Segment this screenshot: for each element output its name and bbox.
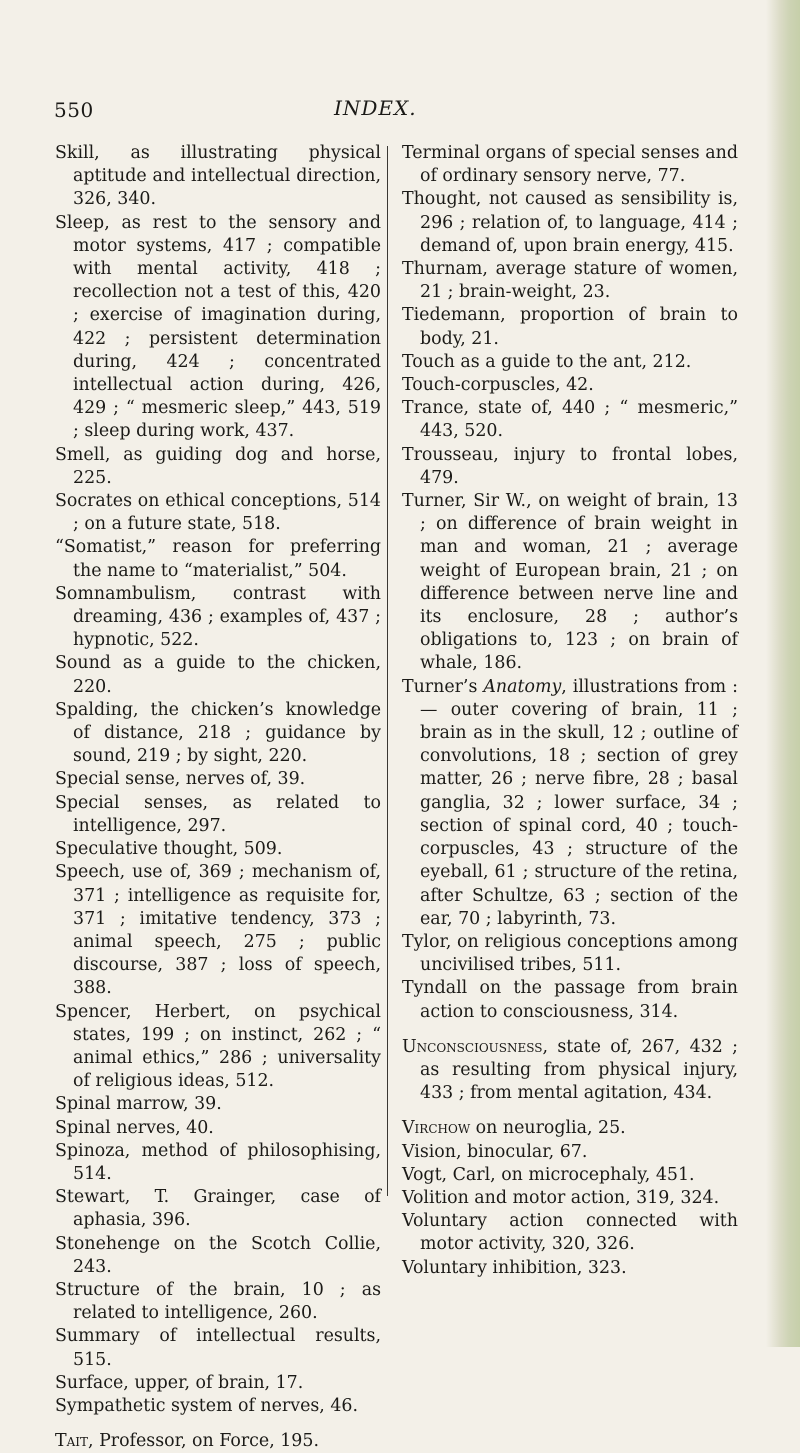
entry-rest: on neuroglia, 25. (470, 1118, 626, 1139)
index-entry: Volition and motor action, 319, 324. (402, 1187, 720, 1208)
index-entry: Spencer, Herbert, on psychical states, 199 ; on instinct, 262 ; “ animal ethics,” 286 ; universality of religious ideas, 512. (55, 1001, 381, 1092)
index-entry: Tylor, on religious conceptions among uncivilised tribes, 511. (402, 931, 738, 976)
entry-lead: Turner’s (402, 676, 484, 697)
index-entry: Terminal organs of special senses and of ordinary sensory nerve, 77. (402, 143, 738, 187)
index-entry: Sleep, as rest to the sensory and motor systems, 417 ; compatible with mental activity, 418 ; recollection not a test of this, 420 ; exercise of imagination during, 422 ; persistent determination during, 424 ; concentrated intellectual action during, 426, 429 ; “ mesmeric sleep,” 443, 519 ; sleep during work, 437. (55, 212, 381, 442)
index-entry: Thought, not caused as sensibility is, 296 ; relation of, to language, 414 ; demand of, upon brain energy, 415. (402, 189, 738, 256)
index-entry-tait (55, 1430, 381, 1453)
index-entry: Surface, upper, of brain, 17. (55, 1372, 304, 1393)
index-entry: Touch as a guide to the ant, 212. (402, 351, 692, 372)
entry-lead-smallcaps: Tait (55, 1431, 89, 1452)
index-entry: Touch-corpuscles, 42. (402, 375, 594, 396)
index-entry: Sound as a guide to the chicken, 220. (55, 653, 381, 697)
index-entry: Spinal marrow, 39. (55, 1094, 222, 1115)
index-entry: Special sense, nerves of, 39. (55, 769, 306, 790)
index-entry: Somnambulism, contrast with dreaming, 436 ; examples of, 437 ; hypnotic, 522. (55, 583, 381, 651)
index-entry: “Somatist,” reason for preferring the name to “materialist,” 504. (55, 537, 381, 581)
section-gap (402, 1024, 738, 1036)
index-entry: Thurnam, average stature of women, 21 ; brain-weight, 23. (402, 259, 738, 303)
index-entry-virchow (402, 1117, 738, 1140)
index-entry: Structure of the brain, 10 ; as related to intelligence, 260. (55, 1279, 381, 1324)
index-entry: Spinoza, method of philosophising, 514. (55, 1140, 381, 1184)
index-entry: Speculative thought, 509. (55, 839, 283, 860)
index-entry: Trance, state of, 440 ; “ mesmeric,” 443, 520. (402, 398, 738, 442)
index-entry: Spinal nerves, 40. (55, 1117, 214, 1138)
entry-rest: , Professor, on Force, 195. (88, 1431, 319, 1452)
section-gap (55, 1418, 381, 1430)
index-entry: Vision, binocular, 67. (402, 1141, 588, 1162)
index-entry: Sympathetic system of nerves, 46. (55, 1395, 358, 1416)
index-entry: Spalding, the chicken’s knowledge of distance, 218 ; guidance by sound, 219 ; by sight, 220. (55, 699, 381, 767)
index-entry: Turner, Sir W., on weight of brain, 13 ; on difference of brain weight in man and woman, 21 ; average weight of European brain, 21 ; on difference between nerve line and its enclosure, 28 ; author’s obligations to, 123 ; on brain of whale, 186. (402, 491, 738, 674)
index-entry: Tyndall on the passage from brain action to consciousness, 314. (402, 978, 738, 1022)
index-entry: Voluntary inhibition, 323. (402, 1257, 627, 1278)
page-title: INDEX. (334, 96, 417, 120)
index-entry: Tiedemann, proportion of brain to body, 21. (402, 305, 738, 349)
index-entry: Vogt, Carl, on microcephaly, 451. (402, 1164, 695, 1185)
index-entry-turner-anatomy (402, 676, 738, 931)
page-header (54, 92, 744, 124)
index-entry: Speech, use of, 369 ; mechanism of, 371 ; intelligence as requisite for, 371 ; imitative tendency, 373 ; animal speech, 275 ; public discourse, 387 ; loss of speech, 388. (55, 862, 381, 999)
index-entry: Special senses, as related to intelligence, 297. (55, 792, 381, 836)
section-gap (402, 1105, 738, 1117)
index-entry: Trousseau, injury to frontal lobes, 479. (402, 444, 738, 488)
right-column (402, 142, 738, 1280)
index-entry: Summary of intellectual results, 515. (55, 1326, 381, 1370)
entry-rest: , state of, 267, 432 ; as resulting from physical injury, 433 ; from mental agitation, 434. (420, 1036, 738, 1104)
entry-italic-title: Anatomy (483, 676, 562, 697)
index-entry: Smell, as guiding dog and horse, 225. (55, 444, 381, 488)
index-entry: Voluntary action connected with motor activity, 320, 326. (402, 1211, 738, 1255)
entry-rest: , illustrations from :— outer covering of brain, 11 ; brain as in the skull, 12 ; outline of convolutions, 18 ; section of grey matter, 26 ; nerve fibre, 28 ; basal ganglia, 32 ; lower surface, 34 ; section of spinal cord, 40 ; touch-corpuscles, 43 ; structure of the eyeball, 61 ; structure of the retina, after Schultze, 63 ; section of the ear, 70 ; labyrinth, 73. (420, 676, 738, 929)
index-entry: Skill, as illustrating physical aptitude and intellectual direction, 326, 340. (55, 143, 381, 210)
page-edge-shadow (766, 0, 800, 1347)
left-column (55, 142, 381, 1453)
page-number: 550 (54, 98, 94, 122)
entry-lead-smallcaps: Virchow (402, 1118, 471, 1139)
index-entry-unconsciousness (402, 1036, 738, 1106)
entry-lead-smallcaps: Unconsciousness (402, 1036, 543, 1057)
index-entry: Stewart, T. Grainger, case of aphasia, 396. (55, 1187, 381, 1231)
column-divider (387, 146, 388, 1196)
index-entry: Stonehenge on the Scotch Collie, 243. (55, 1233, 381, 1277)
index-entry: Socrates on ethical conceptions, 514 ; on a future state, 518. (55, 491, 381, 535)
